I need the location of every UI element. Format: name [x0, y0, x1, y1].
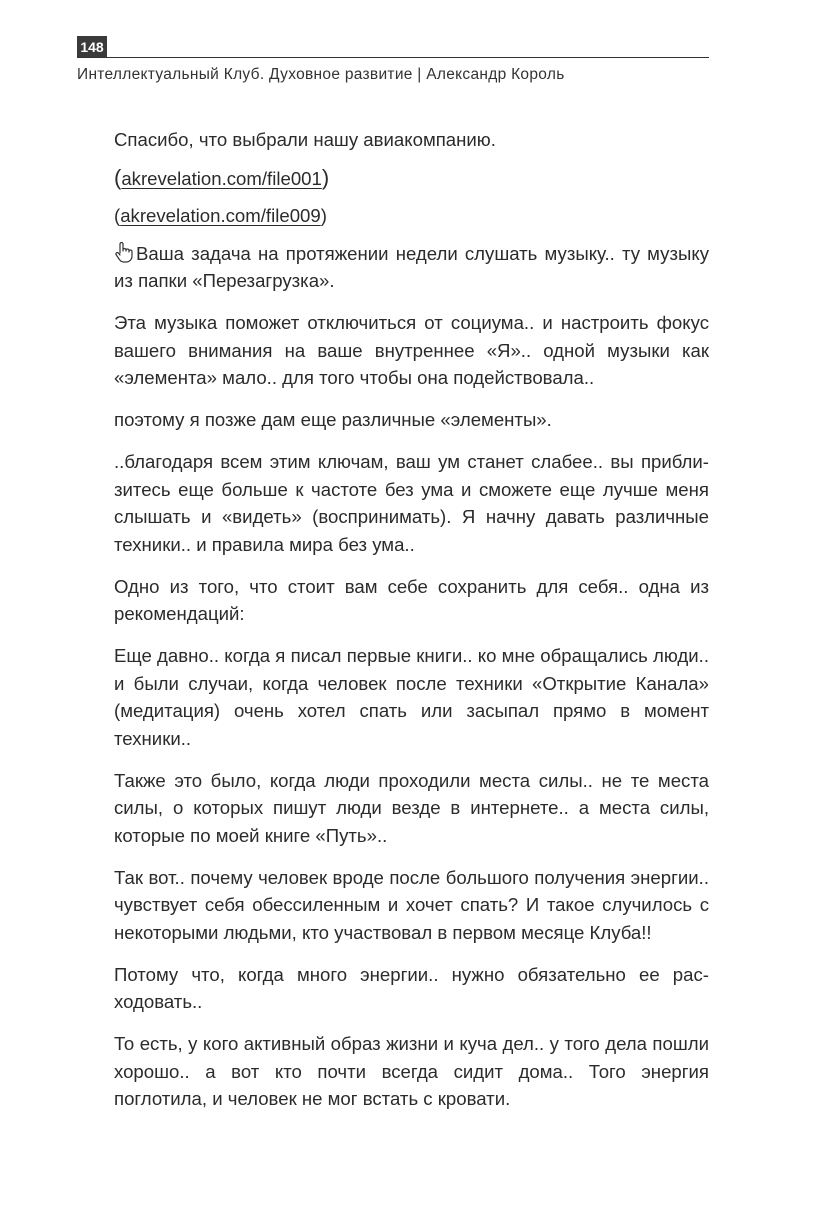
page-number: 148: [77, 36, 107, 58]
file009-link[interactable]: akrevelation.com/file009: [120, 205, 321, 226]
paragraph: поэтому я позже дам еще различные «элементы».: [114, 409, 552, 430]
body-text: [114, 126, 709, 1127]
paragraph: ..благодаря всем этим ключам, ваш ум станет слабее.. вы приблизитесь еще больше к частоте без ума и сможете еще лучше меня слышать и «видеть» (воспринимать). Я начну давать различные техники.. и правила мира без ума..: [114, 451, 709, 555]
paren-open: (: [114, 164, 122, 190]
paragraph: Так вот.. почему человек вроде после большого получения энергии.. чувствует себя обессиленным и хочет спать? И такое случилось с некоторыми людьми, кто участвовал в первом месяце Клуба!!: [114, 866, 709, 943]
file001-link[interactable]: akrevelation.com/file001: [121, 167, 322, 189]
paragraph-task: [114, 240, 709, 295]
paragraph: Еще давно.. когда я писал первые книги.. ко мне обращались люди.. и были случаи, когда человек после техники «Открытие Канала» (медитация) очень хотел спать или засыпал прямо в момент техники..: [114, 645, 709, 749]
paragraph: Одно из того, что стоит вам себе сохранить для себя.. одна из рекомендаций:: [114, 575, 709, 624]
task-text: Ваша задача на протяжении недели слушать музыку.. ту музыку из папки «Перезагрузка».: [114, 242, 709, 291]
paragraph: Потому что, когда много энергии.. нужно обязательно ее расходовать..: [114, 963, 709, 1012]
pointing-hand-icon: [114, 241, 134, 263]
paragraph: Спасибо, что выбрали нашу авиакомпанию.: [114, 129, 496, 150]
paragraph: Эта музыка поможет отключиться от социума.. и настроить фокус вашего внимания на ваше внутреннее «Я».. одной музыки как «элемента» мало.. для того чтобы она подействовала..: [114, 312, 709, 388]
paragraph: Также это было, когда люди проходили места силы.. не те места силы, о которых пишут люди везде в интернете.. а места силы, которые по моей книге «Путь»..: [114, 769, 709, 846]
header-rule: [77, 57, 709, 58]
paragraph: То есть, у кого активный образ жизни и куча дел.. у того дела пошли хорошо.. а вот кто почти всегда сидит дома.. Того энергия поглотила, и человек не мог встать с кровати.: [114, 1033, 709, 1109]
running-head: Интеллектуальный Клуб. Духовное развитие | Александр Король: [77, 66, 565, 83]
link-line: [114, 202, 709, 230]
paren-close: ): [320, 205, 327, 226]
paren-close: ): [321, 164, 330, 190]
link-line: [114, 164, 709, 193]
paren-open: (: [114, 205, 121, 226]
